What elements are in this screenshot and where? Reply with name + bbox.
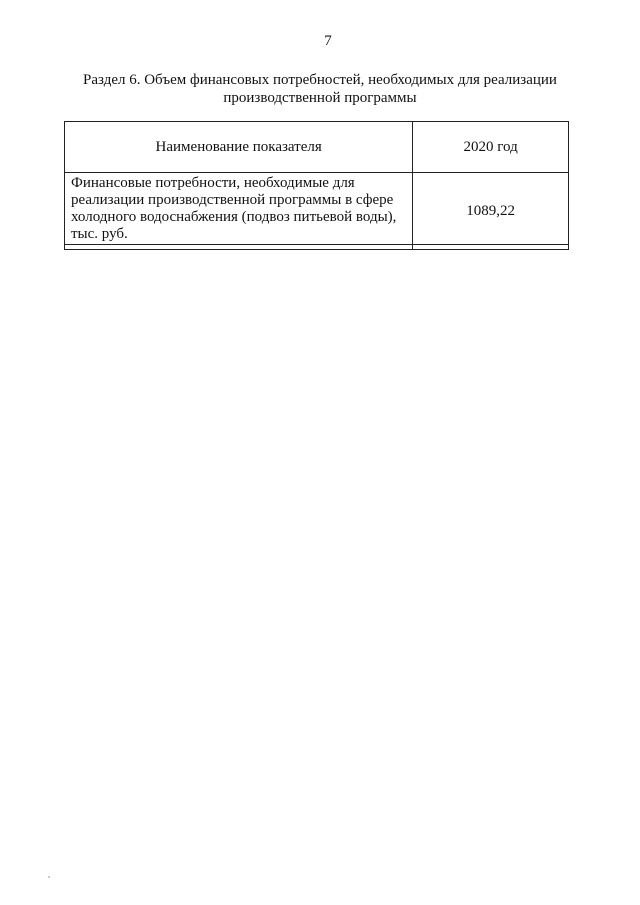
table-bottom-rule bbox=[64, 244, 569, 245]
section-title-line-1: Раздел 6. Объем финансовых потребностей, необходимых для реализации bbox=[83, 72, 557, 88]
header-year: 2020 год bbox=[413, 122, 569, 173]
scan-speck bbox=[48, 876, 50, 878]
header-indicator-name: Наименование показателя bbox=[65, 122, 413, 173]
page-number: 7 bbox=[324, 33, 332, 49]
section-title-line-2: производственной программы bbox=[223, 90, 417, 106]
row-indicator-name: Финансовые потребности, необходимые для реализации производственной программы в сфере холодного водоснабжения (подвоз питьевой воды), тыс. руб. bbox=[65, 173, 413, 250]
table-header-row bbox=[65, 122, 569, 173]
section-title bbox=[60, 71, 580, 107]
financial-needs-table bbox=[64, 121, 569, 250]
table-row bbox=[65, 173, 569, 250]
row-value: 1089,22 bbox=[413, 173, 569, 250]
